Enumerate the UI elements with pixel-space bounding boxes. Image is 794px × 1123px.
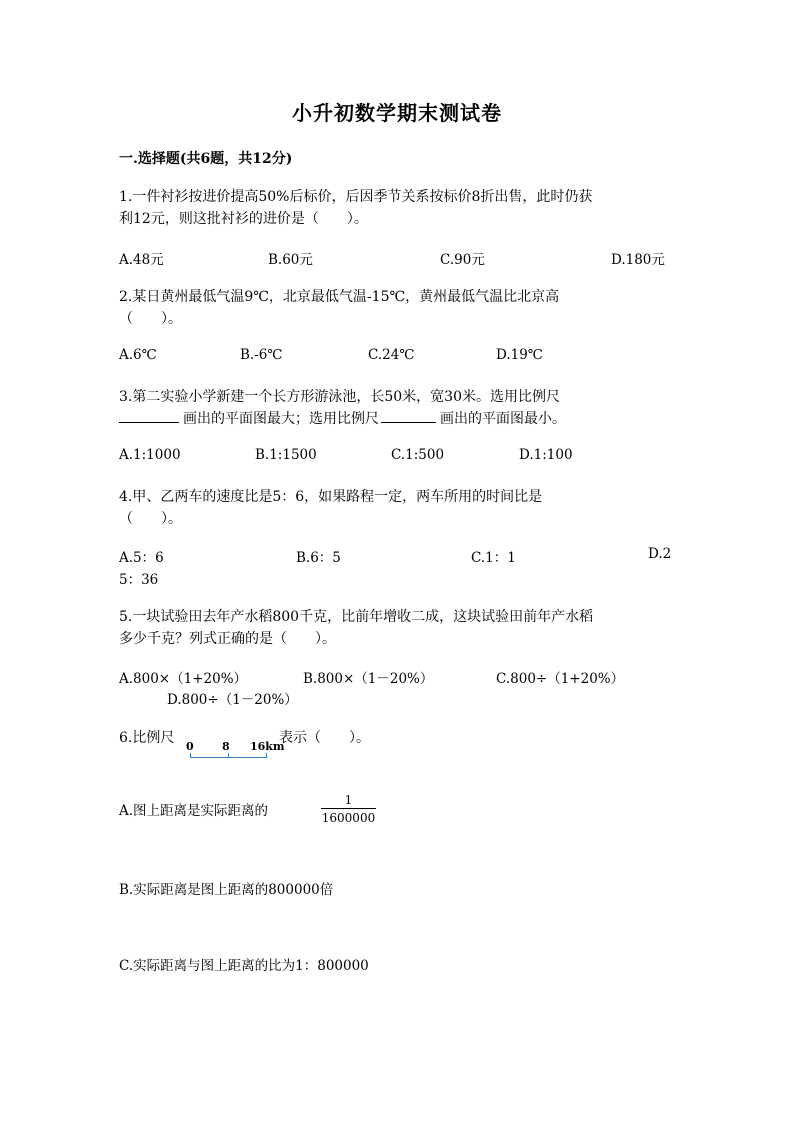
question-4-option-b: B.6：5 bbox=[296, 550, 341, 566]
question-5-option-b: B.800×（1－20%） bbox=[303, 671, 434, 687]
question-3-line-1: 3.第二实验小学新建一个长方形游泳池，长50米，宽30米。选用比例尺 bbox=[119, 389, 560, 405]
question-5-line-2: 多少千克？列式正确的是（ ）。 bbox=[119, 631, 336, 647]
question-6-option-a: A.图上距离是实际距离的 bbox=[119, 803, 269, 819]
fraction bbox=[321, 793, 376, 825]
question-4-option-a: A.5：6 bbox=[119, 550, 164, 566]
question-3-option-d: D.1:100 bbox=[519, 447, 573, 463]
question-2-line-2: （ ）。 bbox=[119, 311, 182, 327]
fraction-denominator: 1600000 bbox=[321, 811, 376, 825]
question-3-line-2-part-a: 画出的平面图最大；选用比例尺 bbox=[183, 411, 379, 427]
question-4-option-d: D.2 bbox=[648, 546, 672, 562]
question-4-line-1: 4.甲、乙两车的速度比是5：6，如果路程一定，两车所用的时间比是 bbox=[119, 489, 543, 505]
question-5-line-1: 5.一块试验田去年产水稻800千克，比前年增收二成，这块试验田前年产水稻 bbox=[119, 609, 594, 625]
question-2-option-d: D.19℃ bbox=[496, 347, 543, 363]
question-4-option-c: C.1：1 bbox=[471, 550, 516, 566]
question-3-line-2 bbox=[119, 408, 566, 428]
scale-line bbox=[190, 757, 267, 758]
question-3-option-c: C.1:500 bbox=[391, 447, 445, 463]
question-2-option-c: C.24℃ bbox=[368, 347, 415, 363]
scale-label-16km: 16km bbox=[250, 740, 285, 753]
answer-blank bbox=[381, 410, 436, 423]
question-1-line-2: 利12元，则这批衬衫的进价是（ ）。 bbox=[119, 211, 368, 227]
question-6-option-b: B.实际距离是图上距离的800000倍 bbox=[119, 882, 334, 898]
question-3-line-2-part-b: 画出的平面图最小。 bbox=[440, 411, 566, 427]
question-6-suffix: 表示（ ）。 bbox=[279, 730, 370, 746]
question-2-option-b: B.-6℃ bbox=[240, 347, 283, 363]
fraction-numerator: 1 bbox=[344, 793, 353, 807]
scale-label-8: 8 bbox=[222, 740, 230, 753]
scale-bar bbox=[186, 740, 286, 764]
question-4-line-2: （ ）。 bbox=[119, 511, 182, 527]
question-1-option-b: B.60元 bbox=[268, 252, 313, 268]
question-2-option-a: A.6℃ bbox=[119, 347, 157, 363]
question-1-line-1: 1.一件衬衫按进价提高50%后标价，后因季节关系按标价8折出售，此时仍获 bbox=[119, 189, 593, 205]
section-heading: 一.选择题(共6题，共12分) bbox=[119, 151, 293, 167]
question-1-option-d: D.180元 bbox=[611, 252, 665, 268]
answer-blank bbox=[119, 410, 179, 423]
fraction-bar bbox=[321, 808, 376, 809]
question-5-option-d: D.800÷（1－20%） bbox=[167, 692, 298, 708]
question-3-option-b: B.1:1500 bbox=[255, 447, 317, 463]
question-6-option-c: C.实际距离与图上距离的比为1：800000 bbox=[119, 958, 369, 974]
question-1-option-c: C.90元 bbox=[440, 252, 485, 268]
page-title: 小升初数学期末测试卷 bbox=[292, 101, 502, 125]
question-3-option-a: A.1:1000 bbox=[119, 447, 181, 463]
question-2-line-1: 2.某日黄州最低气温9℃，北京最低气温-15℃，黄州最低气温比北京高 bbox=[119, 289, 560, 305]
question-5-option-c: C.800÷（1+20%） bbox=[496, 671, 625, 687]
question-6-prefix: 6.比例尺 bbox=[119, 730, 175, 746]
question-1-option-a: A.48元 bbox=[119, 252, 164, 268]
question-4-option-d-continued: 5：36 bbox=[119, 572, 159, 588]
question-5-option-a: A.800×（1+20%） bbox=[119, 671, 248, 687]
scale-label-0: 0 bbox=[186, 740, 194, 753]
